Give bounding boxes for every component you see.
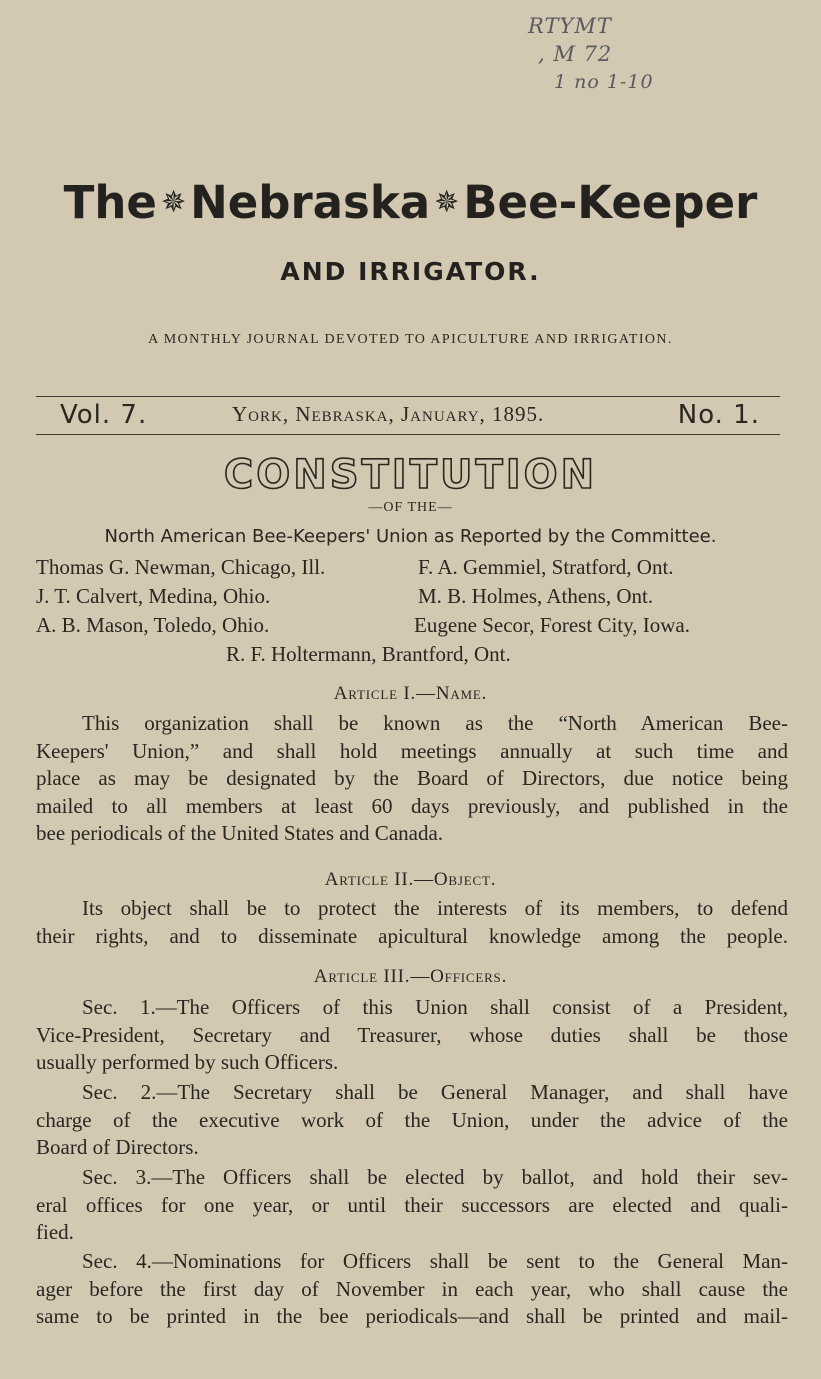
text-line: Sec. 1.—The Officers of this Union shall consist of a President, [82, 995, 788, 1019]
article-heading: Article I.—Name. [333, 683, 488, 704]
issue-number: No. 1. [677, 400, 760, 430]
committee-member: M. B. Holmes, Athens, Ont. [418, 584, 654, 608]
text-line: Vice-President, Secretary and Treasurer, whose duties shall be those [36, 1022, 788, 1047]
reported-by-line: North American Bee-Keepers' Union as Reported by the Committee. [104, 526, 717, 547]
divider [36, 434, 780, 435]
handwritten-annotation [528, 12, 728, 96]
title-word: Nebraska [190, 176, 431, 229]
text-line: place as may be designated by the Board of Directors, due notice being [36, 766, 788, 790]
masthead-tagline: A MONTHLY JOURNAL DEVOTED TO APICULTURE AND IRRIGATION. [148, 332, 673, 347]
issue-line [36, 398, 780, 434]
text-line: their rights, and to disseminate apicultural knowledge among the people. [36, 923, 788, 948]
annotation-line: RTYMT [528, 14, 612, 38]
section-paragraph [36, 994, 788, 1077]
text-line: fied. [36, 1220, 74, 1244]
committee-member: R. F. Holtermann, Brantford, Ont. [226, 642, 511, 666]
title-word: Bee-Keeper [463, 176, 758, 229]
annotation-line: , M 72 [538, 42, 613, 66]
committee-member: J. T. Calvert, Medina, Ohio. [36, 584, 271, 608]
article-heading: Article III.—Officers. [313, 966, 508, 987]
text-line: Sec. 2.—The Secretary shall be General Manager, and shall have [82, 1080, 788, 1104]
committee-member: Eugene Secor, Forest City, Iowa. [414, 613, 690, 637]
section-paragraph [36, 1079, 788, 1162]
text-line: mailed to all members at least 60 days previously, and published in the [36, 793, 788, 818]
title-word: The [63, 176, 157, 229]
article-paragraph [36, 710, 788, 848]
text-line: Sec. 3.—The Officers shall be elected by ballot, and hold their sev- [82, 1165, 788, 1189]
constitution-heading: CONSTITUTION [223, 452, 598, 498]
text-line: Its object shall be to protect the interests of its members, to defend [82, 896, 788, 920]
text-line: Board of Directors. [36, 1135, 199, 1159]
masthead-title [30, 176, 791, 229]
text-line: same to be printed in the bee periodicals—and shall be printed and mail- [36, 1304, 788, 1328]
star-ornament-icon: ✵ [160, 185, 187, 220]
text-line: eral offices for one year, or until their successors are elected and quali- [36, 1192, 788, 1217]
of-the-line: —OF THE— [368, 500, 453, 515]
text-line: charge of the executive work of the Union, under the advice of the [36, 1107, 788, 1132]
committee-member: F. A. Gemmiel, Stratford, Ont. [418, 555, 674, 579]
committee-member: A. B. Mason, Toledo, Ohio. [36, 613, 270, 637]
text-line: ager before the first day of November in each year, who shall cause the [36, 1276, 788, 1301]
article-heading: Article II.—Object. [324, 869, 497, 890]
text-line: Keepers' Union,” and shall hold meetings annually at such time and [36, 738, 788, 763]
text-line: usually performed by such Officers. [36, 1050, 339, 1074]
section-paragraph [36, 1248, 788, 1331]
star-ornament-icon: ✵ [434, 185, 460, 220]
text-line: Sec. 4.—Nominations for Officers shall be sent to the General Man- [82, 1249, 788, 1273]
section-paragraph [36, 1164, 788, 1247]
text-line: bee periodicals of the United States and Canada. [36, 821, 444, 845]
committee-member: Thomas G. Newman, Chicago, Ill. [36, 555, 326, 579]
divider [36, 396, 780, 397]
article-paragraph [36, 895, 788, 950]
text-line: This organization shall be known as the “North American Bee- [82, 711, 788, 735]
volume-label: Vol. 7. [60, 400, 148, 430]
dateline: York, Nebraska, January, 1895. [232, 402, 545, 426]
annotation-line: 1 no 1-10 [554, 71, 654, 93]
masthead-subtitle: AND IRRIGATOR. [280, 257, 541, 286]
